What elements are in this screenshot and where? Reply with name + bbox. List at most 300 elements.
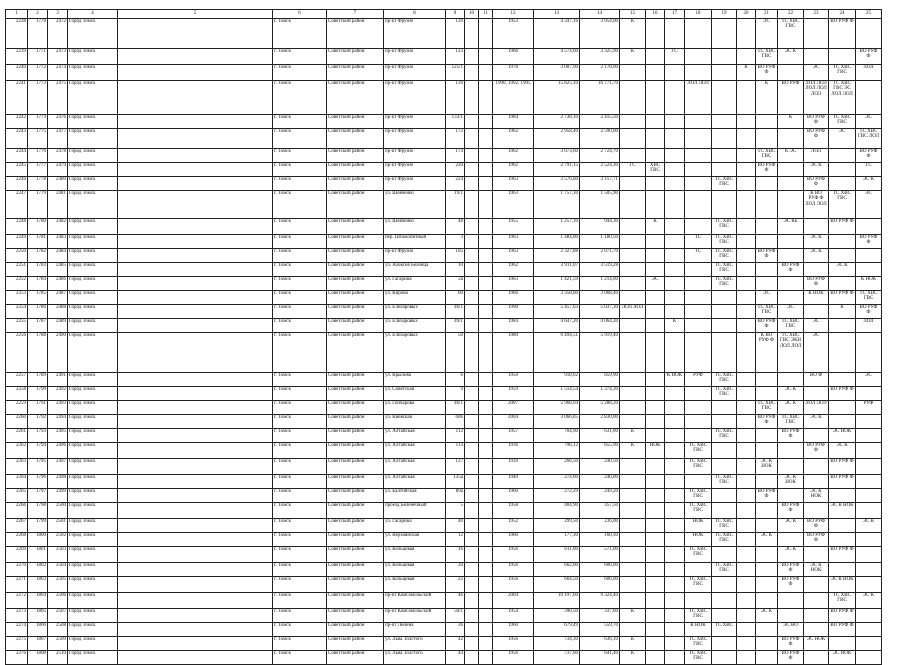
table-cell-col-18 [685, 401, 712, 415]
table-cell-col-25: ТС ХВС ГВС ЛОЛ [856, 129, 882, 149]
table-row [6, 547, 882, 563]
table-cell-col-7: Советский район [327, 401, 384, 415]
table-cell-col-8: пр-кт Фрунзе [384, 129, 446, 149]
table-cell-col-12: 1960 [493, 489, 534, 503]
table-cell-col-1: 2270 [6, 563, 28, 577]
table-cell-col-17 [665, 305, 685, 319]
table-cell-col-15: ГС [620, 163, 646, 177]
table-cell-col-18 [685, 563, 712, 577]
table-cell-col-13: 2 958,40 [534, 129, 580, 149]
table-cell-col-18: ТС ХВС ГВС [685, 651, 712, 665]
table-cell-col-22: ВО РУФ Ф [778, 263, 804, 277]
table-cell-col-13: 5 457,63 [534, 305, 580, 319]
table-cell-col-20 [737, 609, 756, 623]
table-cell-col-16 [646, 263, 665, 277]
table-cell-col-5 [118, 235, 273, 249]
table-cell-col-2: 1798 [28, 503, 48, 519]
table-cell-col-4: Город Томск [68, 129, 118, 149]
table-cell-col-25: ЛОЛ [856, 65, 882, 81]
table-cell-col-6: г. Томск [273, 547, 327, 563]
table-cell-col-14: 246,00 [580, 475, 620, 489]
table-cell-col-11 [479, 49, 493, 65]
table-cell-col-23: ВО РУФ Ф [804, 115, 829, 129]
table-cell-col-16 [646, 235, 665, 249]
table-cell-col-6: г. Томск [273, 503, 327, 519]
table-cell-col-7: Советский район [327, 489, 384, 503]
table-cell-col-18 [685, 305, 712, 319]
table-cell-col-22 [778, 593, 804, 609]
table-cell-col-11 [479, 319, 493, 333]
table-cell-col-7: Советский район [327, 129, 384, 149]
table-cell-col-16 [646, 489, 665, 503]
table-cell-col-22 [778, 65, 804, 81]
table-cell-col-22 [778, 277, 804, 291]
table-cell-col-16 [646, 291, 665, 305]
table-cell-col-9: 60 [446, 291, 465, 305]
table-cell-col-10 [465, 49, 479, 65]
table-cell-col-9: 105 [446, 249, 465, 263]
table-cell-col-21 [756, 519, 778, 533]
table-cell-col-19: ТС ХВС ГВС [712, 219, 737, 235]
table-row [6, 489, 882, 503]
table-cell-col-15: ЛОЛ ЛОЛ [620, 305, 646, 319]
table-cell-col-22 [778, 249, 804, 263]
table-cell-col-7: Советский район [327, 81, 384, 115]
table-cell-col-20 [737, 163, 756, 177]
table-cell-col-14: 944,30 [580, 219, 620, 235]
table-cell-col-15 [620, 459, 646, 475]
table-cell-col-19 [712, 19, 737, 49]
table-cell-col-18 [685, 177, 712, 191]
table-cell-col-11 [479, 533, 493, 547]
column-number-25: 25 [856, 10, 882, 19]
table-cell-col-17 [665, 475, 685, 489]
column-number-1: 1 [6, 10, 28, 19]
table-cell-col-6: г. Томск [273, 333, 327, 373]
table-cell-col-21 [756, 577, 778, 593]
table-cell-col-6: г. Томск [273, 475, 327, 489]
table-cell-col-2: 1784 [28, 277, 48, 291]
table-cell-col-12: 1963 [493, 277, 534, 291]
table-cell-col-20 [737, 651, 756, 665]
table-cell-col-9: 127 [446, 459, 465, 475]
table-cell-col-22: ВО РУФ [778, 81, 804, 115]
table-cell-col-14: 16 771,70 [580, 81, 620, 115]
table-cell-col-20 [737, 277, 756, 291]
table-cell-col-2: 1771 [28, 49, 48, 65]
table-cell-col-18: ТС ХВС ГВС [685, 637, 712, 651]
table-cell-col-6: г. Томск [273, 235, 327, 249]
table-cell-col-11 [479, 387, 493, 401]
table-cell-col-25 [856, 547, 882, 563]
table-cell-col-8: пер. Шпалопитный [384, 235, 446, 249]
table-cell-col-23 [804, 49, 829, 65]
table-cell-col-22 [778, 129, 804, 149]
table-cell-col-7: Советский район [327, 623, 384, 637]
table-cell-col-3: 2500 [48, 503, 68, 519]
table-row [6, 81, 882, 115]
table-cell-col-2: 1790 [28, 387, 48, 401]
table-row [6, 475, 882, 489]
table-cell-col-9: 9 [446, 387, 465, 401]
table-cell-col-18 [685, 319, 712, 333]
table-cell-col-14: 3 157,71 [580, 177, 620, 191]
table-cell-col-8: пр-кт Фрунзе [384, 19, 446, 49]
table-cell-col-17 [665, 577, 685, 593]
table-cell-col-11 [479, 263, 493, 277]
table-cell-col-9: 50 [446, 333, 465, 373]
table-cell-col-22: ЭС К [778, 519, 804, 533]
table-cell-col-21 [756, 219, 778, 235]
table-cell-col-9: 40 [446, 519, 465, 533]
column-number-13: 13 [534, 10, 580, 19]
table-row [6, 249, 882, 263]
table-cell-col-5 [118, 503, 273, 519]
table-cell-col-17 [665, 563, 685, 577]
table-cell-col-19: ТС ХВС ГВС [712, 235, 737, 249]
table-cell-col-6: г. Томск [273, 519, 327, 533]
table-cell-col-21: К ВО РУФ Ф [756, 333, 778, 373]
table-cell-col-7: Советский район [327, 593, 384, 609]
table-cell-col-5 [118, 163, 273, 177]
table-cell-col-19: ТС ХВС ГВС [712, 263, 737, 277]
table-cell-col-25: ЭС К [856, 593, 882, 609]
table-cell-col-7: Советский район [327, 249, 384, 263]
table-cell-col-22: ЭС К [778, 401, 804, 415]
table-cell-col-20 [737, 235, 756, 249]
table-cell-col-4: Город Томск [68, 387, 118, 401]
table-cell-col-5 [118, 651, 273, 665]
table-cell-col-1: 2255 [6, 319, 28, 333]
table-cell-col-10 [465, 65, 479, 81]
table-cell-col-10 [465, 163, 479, 177]
table-row [6, 519, 882, 533]
table-cell-col-12: 2004 [493, 593, 534, 609]
table-cell-col-5 [118, 191, 273, 219]
table-cell-col-19 [712, 415, 737, 429]
table-cell-col-10 [465, 191, 479, 219]
table-cell-col-18 [685, 129, 712, 149]
table-cell-col-17 [665, 177, 685, 191]
table-cell-col-16 [646, 459, 665, 475]
table-cell-col-24: ЭС НОК [829, 651, 856, 665]
table-cell-col-19: ТС ХВС ГВС [712, 533, 737, 547]
table-cell-col-23: ЭС [804, 65, 829, 81]
table-cell-col-19 [712, 401, 737, 415]
table-cell-col-13: 4 574,60 [534, 49, 580, 65]
table-cell-col-3: 2510 [48, 651, 68, 665]
table-cell-col-1: 2269 [6, 547, 28, 563]
table-cell-col-21: ВО РУФ Ф [756, 249, 778, 263]
table-cell-col-4: Город Томск [68, 333, 118, 373]
table-cell-col-7: Советский район [327, 651, 384, 665]
table-cell-col-22 [778, 191, 804, 219]
table-cell-col-11 [479, 305, 493, 319]
table-cell-col-10 [465, 387, 479, 401]
table-cell-col-23 [804, 547, 829, 563]
table-cell-col-8: ул. Верхоянская [384, 533, 446, 547]
table-cell-col-9: 120 [446, 19, 465, 49]
table-cell-col-25: ВО РУФ Ф [856, 235, 882, 249]
table-cell-col-23 [804, 459, 829, 475]
table-cell-col-4: Город Томск [68, 65, 118, 81]
table-cell-col-4: Город Томск [68, 519, 118, 533]
table-cell-col-13: 274,60 [534, 475, 580, 489]
table-cell-col-11 [479, 429, 493, 443]
table-cell-col-13: 177,30 [534, 533, 580, 547]
table-cell-col-25 [856, 623, 882, 637]
table-cell-col-10 [465, 305, 479, 319]
table-cell-col-3: 2496 [48, 443, 68, 459]
table-cell-col-8: ул. Кольцевая [384, 563, 446, 577]
table-cell-col-12: 1953 [493, 19, 534, 49]
table-cell-col-8: ул. Елизаровых [384, 333, 446, 373]
table-cell-col-3: 2482 [48, 219, 68, 235]
table-cell-col-1: 2245 [6, 163, 28, 177]
table-cell-col-18: ТС ХВС ГВС [685, 443, 712, 459]
table-cell-col-11 [479, 19, 493, 49]
table-cell-col-2: 1793 [28, 429, 48, 443]
table-cell-col-5 [118, 305, 273, 319]
table-cell-col-23: ЭС НОК [804, 637, 829, 651]
table-cell-col-12: 1963 [493, 177, 534, 191]
table-cell-col-23 [804, 387, 829, 401]
table-cell-col-19: ТС ХВС ГВС [712, 563, 737, 577]
table-cell-col-2: 1794 [28, 443, 48, 459]
table-cell-col-17 [665, 503, 685, 519]
table-cell-col-9: 123 [446, 49, 465, 65]
table-cell-col-17 [665, 263, 685, 277]
table-cell-col-22 [778, 533, 804, 547]
table-row [6, 443, 882, 459]
table-cell-col-19 [712, 81, 737, 115]
table-row [6, 277, 882, 291]
table-cell-col-11 [479, 489, 493, 503]
table-cell-col-4: Город Томск [68, 429, 118, 443]
table-cell-col-7: Советский район [327, 387, 384, 401]
table-cell-col-22 [778, 163, 804, 177]
table-cell-col-17: К НОК [665, 373, 685, 387]
table-cell-col-4: Город Томск [68, 149, 118, 163]
table-cell-col-10 [465, 429, 479, 443]
table-cell-col-7: Советский район [327, 291, 384, 305]
table-cell-col-12: 1963 [493, 249, 534, 263]
table-cell-col-21 [756, 651, 778, 665]
table-cell-col-22: ЭС К [778, 547, 804, 563]
table-cell-col-13: 404,90 [534, 503, 580, 519]
table-row [6, 235, 882, 249]
table-cell-col-6: г. Томск [273, 459, 327, 475]
table-cell-col-8: ул. Гагарина [384, 519, 446, 533]
table-cell-col-19: ТС ХВС ГВС [712, 373, 737, 387]
table-cell-col-21: ЭС [756, 19, 778, 49]
table-cell-col-9: 60б [446, 415, 465, 429]
table-cell-col-20 [737, 577, 756, 593]
table-cell-col-4: Город Томск [68, 163, 118, 177]
table-cell-col-9: 220 [446, 163, 465, 177]
table-cell-col-12: 1939 [493, 459, 534, 475]
table-cell-col-20 [737, 191, 756, 219]
table-cell-col-11 [479, 475, 493, 489]
table-cell-col-21: ЭС К [756, 609, 778, 623]
table-cell-col-17 [665, 219, 685, 235]
table-cell-col-20 [737, 519, 756, 533]
table-row [6, 191, 882, 219]
table-cell-col-4: Город Томск [68, 373, 118, 387]
table-cell-col-4: Город Томск [68, 459, 118, 475]
table-cell-col-4: Город Томск [68, 637, 118, 651]
table-cell-col-22 [778, 177, 804, 191]
table-cell-col-14: 5 288,20 [580, 401, 620, 415]
table-cell-col-13: 266,50 [534, 459, 580, 475]
table-cell-col-9: 36 [446, 623, 465, 637]
table-cell-col-19 [712, 191, 737, 219]
table-cell-col-5 [118, 533, 273, 547]
table-cell-col-11 [479, 563, 493, 577]
table-cell-col-9: 46 [446, 593, 465, 609]
column-number-21: 21 [756, 10, 778, 19]
table-cell-col-22: ТС ХВС ГВС [778, 19, 804, 49]
table-cell-col-17 [665, 235, 685, 249]
table-cell-col-6: г. Томск [273, 415, 327, 429]
table-cell-col-16 [646, 129, 665, 149]
table-cell-col-9: 10 [446, 263, 465, 277]
table-cell-col-6: г. Томск [273, 177, 327, 191]
table-cell-col-21: ТС ХВС ГВС [756, 305, 778, 319]
table-cell-col-13: 1 421,59 [534, 277, 580, 291]
table-cell-col-20 [737, 533, 756, 547]
table-cell-col-8: ул. Шевченко [384, 219, 446, 235]
table-cell-col-7: Советский район [327, 609, 384, 623]
table-cell-col-11 [479, 249, 493, 263]
table-cell-col-17 [665, 65, 685, 81]
table-cell-col-7: Советский район [327, 49, 384, 65]
table-cell-col-10 [465, 637, 479, 651]
table-cell-col-22: К ЭС [778, 149, 804, 163]
table-cell-col-12: 2007 [493, 401, 534, 415]
table-cell-col-15 [620, 177, 646, 191]
table-cell-col-5 [118, 415, 273, 429]
table-cell-col-23 [804, 219, 829, 235]
table-cell-col-24: ВО РУФ Ф [829, 475, 856, 489]
table-cell-col-10 [465, 533, 479, 547]
table-cell-col-19 [712, 115, 737, 129]
table-cell-col-7: Советский район [327, 637, 384, 651]
table-cell-col-5 [118, 319, 273, 333]
table-cell-col-20 [737, 637, 756, 651]
table-cell-col-13: 679,49 [534, 623, 580, 637]
table-cell-col-13: 390,50 [534, 609, 580, 623]
table-cell-col-6: г. Томск [273, 163, 327, 177]
table-cell-col-25 [856, 333, 882, 373]
table-cell-col-18 [685, 163, 712, 177]
table-cell-col-18 [685, 291, 712, 305]
table-cell-col-5 [118, 519, 273, 533]
table-cell-col-16 [646, 305, 665, 319]
table-cell-col-19 [712, 149, 737, 163]
column-number-12: 12 [493, 10, 534, 19]
table-cell-col-3: 2480 [48, 177, 68, 191]
table-cell-col-17 [665, 129, 685, 149]
table-cell-col-17 [665, 163, 685, 177]
table-cell-col-2: 1797 [28, 489, 48, 503]
table-cell-col-15 [620, 593, 646, 609]
table-cell-col-5 [118, 593, 273, 609]
column-number-10: 10 [465, 10, 479, 19]
table-cell-col-2: 1786 [28, 305, 48, 319]
table-cell-col-5 [118, 609, 273, 623]
table-cell-col-7: Советский район [327, 163, 384, 177]
table-cell-col-4: Город Томск [68, 291, 118, 305]
table-cell-col-20 [737, 401, 756, 415]
table-row [6, 637, 882, 651]
table-cell-col-18 [685, 191, 712, 219]
table-cell-col-15: К [620, 651, 646, 665]
table-cell-col-18: ТС ХВС ГВС [685, 577, 712, 593]
table-cell-col-15 [620, 249, 646, 263]
table-cell-col-1: 2242 [6, 115, 28, 129]
table-cell-col-2: 1807 [28, 637, 48, 651]
table-cell-col-8: пр-кт Фрунзе [384, 49, 446, 65]
table-cell-col-9: 42 [446, 637, 465, 651]
table-cell-col-12: 1956 [493, 547, 534, 563]
table-cell-col-24 [829, 533, 856, 547]
table-cell-col-4: Город Томск [68, 115, 118, 129]
table-cell-col-19 [712, 489, 737, 503]
table-cell-col-1: 2275 [6, 637, 28, 651]
table-cell-col-8: ул. Льва Толстого [384, 637, 446, 651]
table-cell-col-11 [479, 277, 493, 291]
table-cell-col-25 [856, 489, 882, 503]
table-row [6, 651, 882, 665]
table-cell-col-4: Город Томск [68, 191, 118, 219]
table-cell-col-9: 112 [446, 429, 465, 443]
table-cell-col-15: К [620, 19, 646, 49]
table-cell-col-2: 1801 [28, 547, 48, 563]
table-row [6, 263, 882, 277]
table-cell-col-24 [829, 563, 856, 577]
table-cell-col-4: Город Томск [68, 503, 118, 519]
table-cell-col-13: 737,60 [534, 651, 580, 665]
table-cell-col-24: ТС ХВС ГВС [829, 593, 856, 609]
table-cell-col-10 [465, 593, 479, 609]
table-cell-col-25 [856, 609, 882, 623]
table-cell-col-23: К НОК [804, 291, 829, 305]
table-cell-col-8: ул. Елизаровых [384, 305, 446, 319]
table-cell-col-9: 49/1 [446, 319, 465, 333]
table-cell-col-16 [646, 503, 665, 519]
table-cell-col-12: 1963 [493, 191, 534, 219]
table-cell-col-1: 2268 [6, 533, 28, 547]
table-cell-col-14: 1 180,50 [580, 235, 620, 249]
table-cell-col-3: 2503 [48, 547, 68, 563]
column-number-header [6, 10, 882, 19]
table-cell-col-1: 2262 [6, 443, 28, 459]
table-cell-col-23 [804, 651, 829, 665]
table-cell-col-20 [737, 443, 756, 459]
column-number-2: 2 [28, 10, 48, 19]
table-cell-col-18 [685, 277, 712, 291]
table-cell-col-13: 2 791,15 [534, 163, 580, 177]
table-cell-col-10 [465, 547, 479, 563]
table-cell-col-17 [665, 459, 685, 475]
table-cell-col-24: ВО РУФ Ф [829, 623, 856, 637]
table-cell-col-24: ВО РУФ Ф [829, 547, 856, 563]
table-cell-col-4: Город Томск [68, 609, 118, 623]
table-cell-col-16: ЭС [646, 277, 665, 291]
table-cell-col-5 [118, 547, 273, 563]
table-cell-col-7: Советский район [327, 319, 384, 333]
